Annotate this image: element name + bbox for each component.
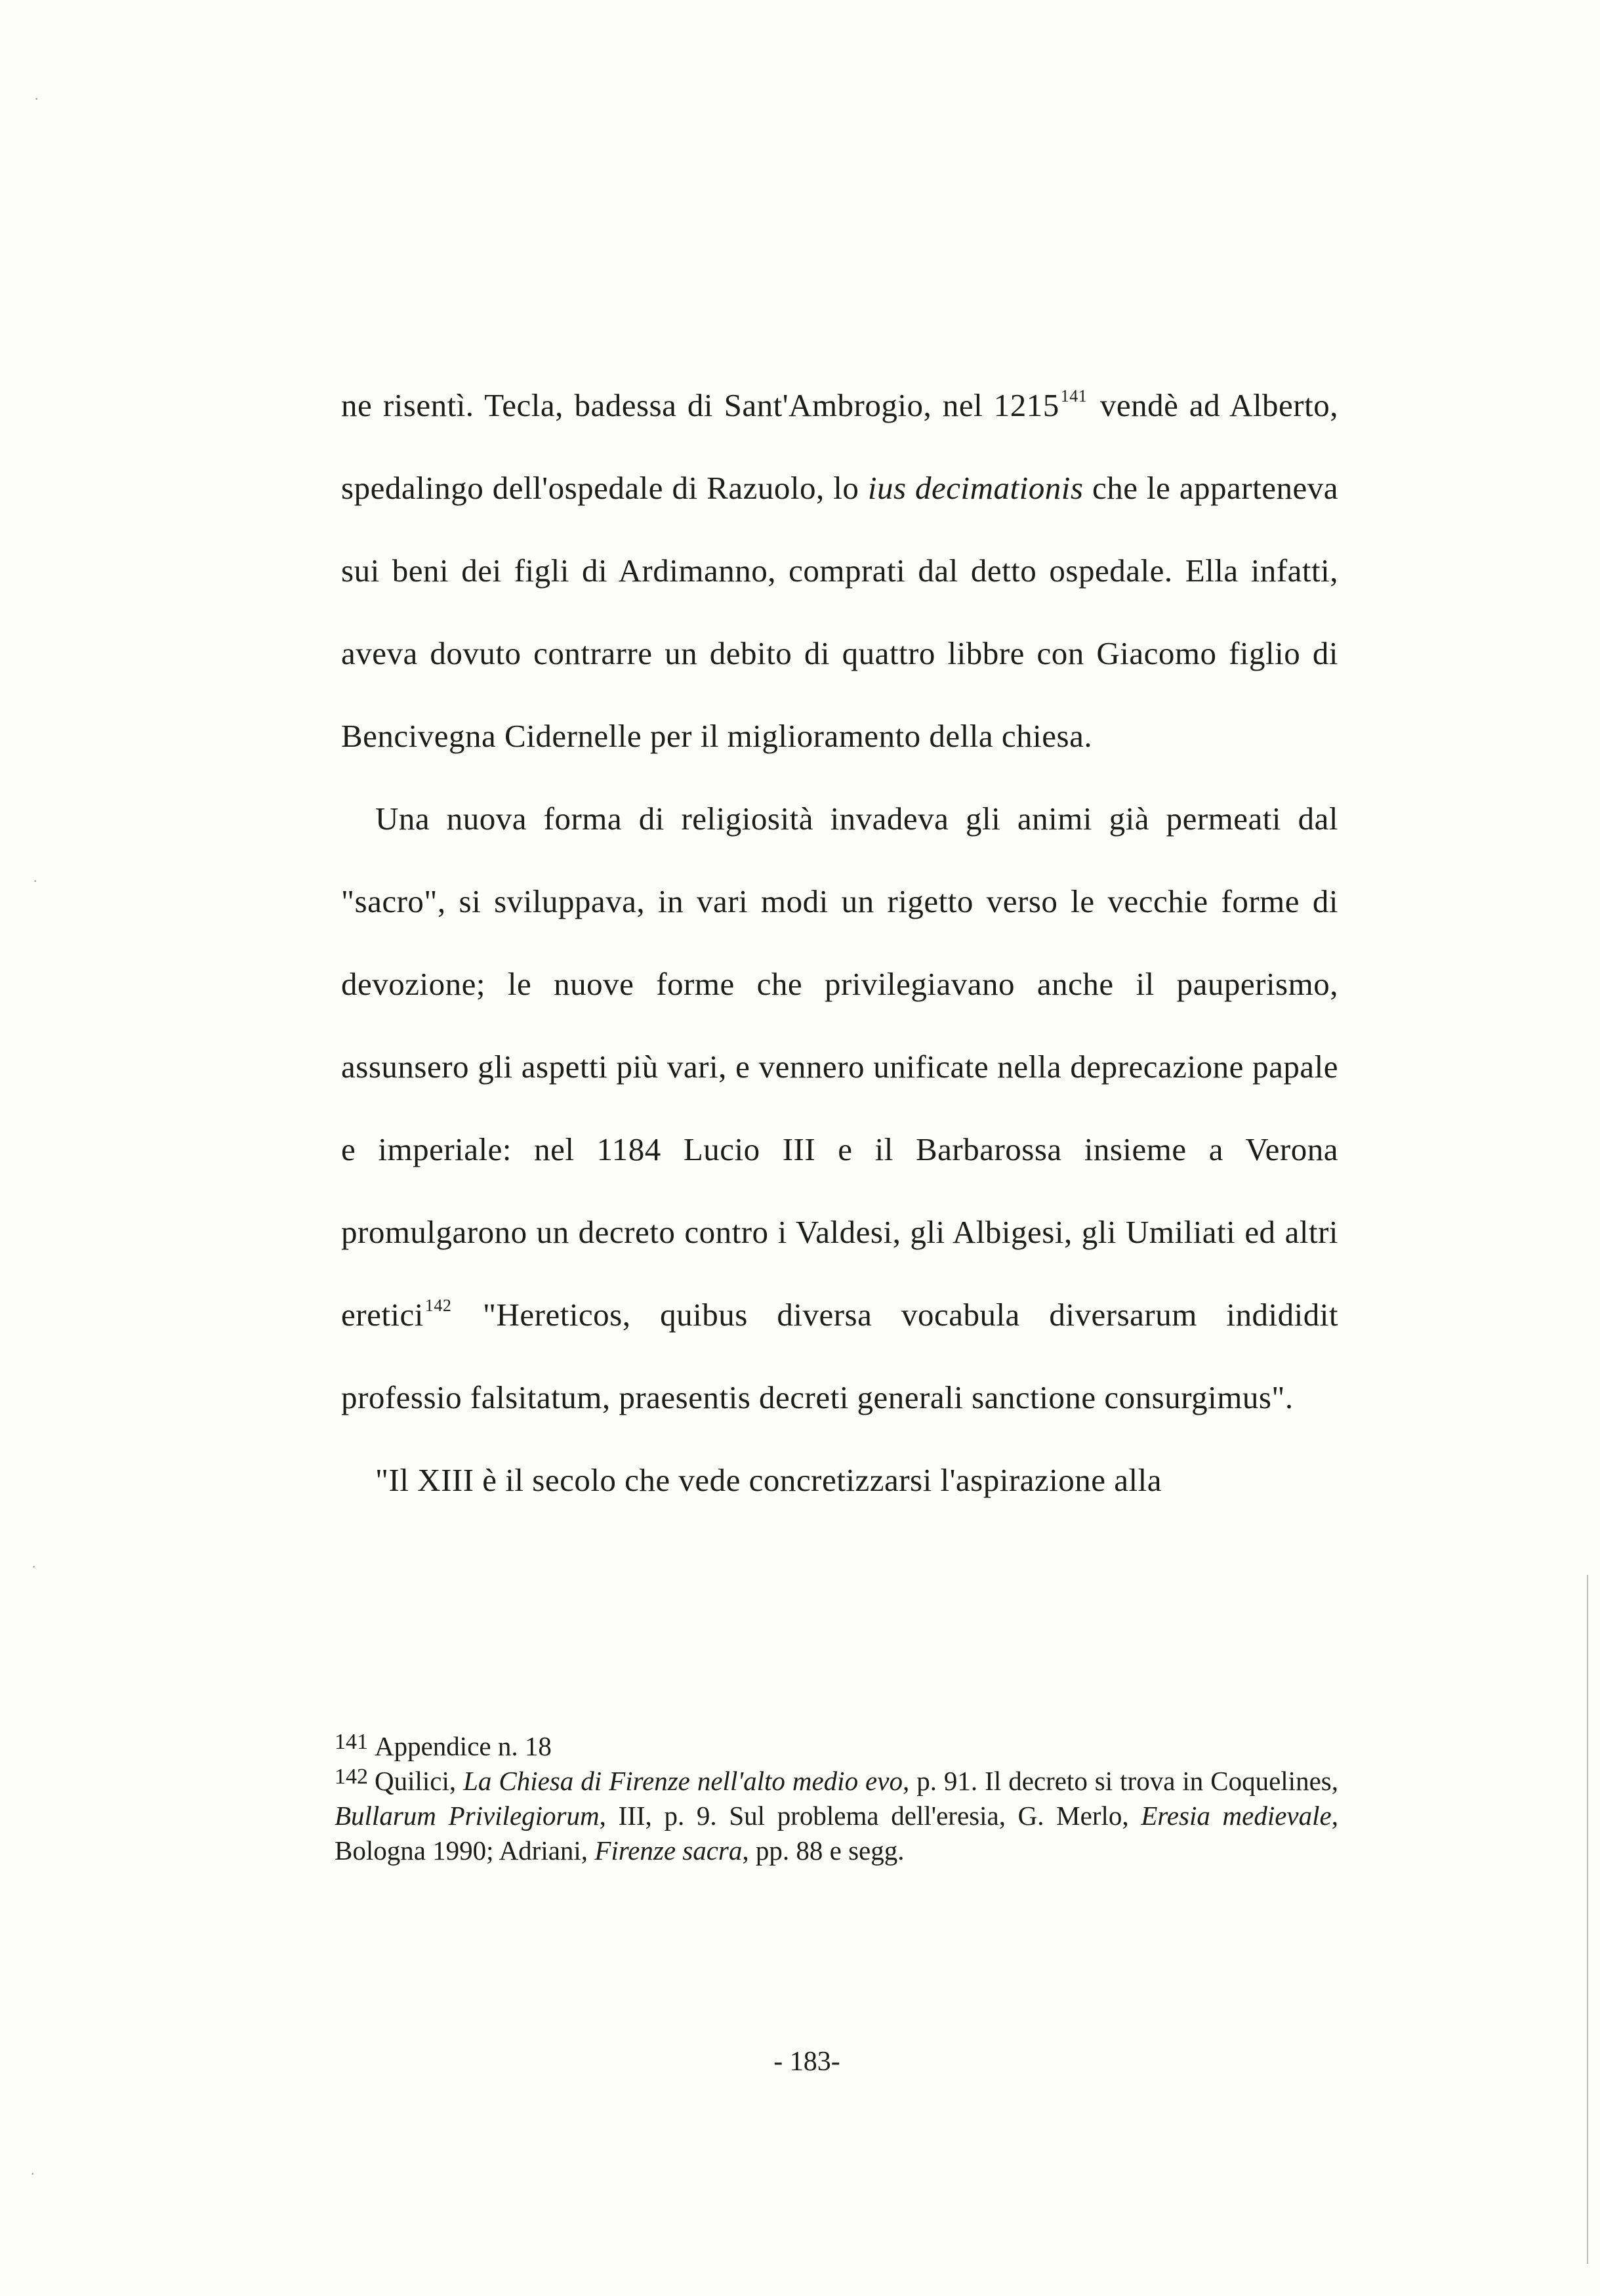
footnote-142-text-e: , pp. 88 e segg. — [742, 1835, 905, 1866]
paragraph-1-italic: ius decimationis — [867, 470, 1084, 506]
footnote-ref-142: 142 — [424, 1296, 452, 1315]
paragraph-1-text-a: ne risentì. Tecla, badessa di Sant'Ambrogio, nel 1215 — [341, 387, 1059, 423]
paragraph-2-text-a: Una nuova forma di religiosità invadeva gli animi già permeati dal "sacro", si sviluppava, in vari modi un rigetto verso le vecchie forme di devozione; le nuove forme che privilegiavano anche il pauperismo, assunsero gli aspetti più vari, e vennero unificate nella deprecazione papale e imperiale: nel 1184 Lucio III e il Barbarossa insieme a Verona promulgarono un decreto contro i Valdesi, gli Albigesi, gli Umiliati ed altri eretici — [341, 801, 1338, 1333]
footnote-142-text-d: , Bologna 1990; Adriani, — [335, 1801, 1338, 1866]
scan-speck: · — [34, 91, 39, 107]
footnote-142-text-c: , III, p. 9. Sul problema dell'eresia, G. Merlo, — [599, 1801, 1141, 1831]
footnote-141-number: 141 — [335, 1730, 368, 1754]
paragraph-1-text-c: che le apparteneva sui beni dei figli di Ardimanno, comprati dal detto ospedale. Ella infatti, aveva dovuto contrarre un debito di quattro libbre con Giacomo figlio di Bencivegna Cidernelle per il miglioramento della chiesa. — [341, 470, 1338, 754]
footnotes — [335, 1729, 1338, 1868]
scan-edge-line — [1587, 1575, 1588, 2264]
footnote-ref-141: 141 — [1060, 386, 1088, 406]
footnote-142-title-2: Bullarum Privilegiorum — [335, 1801, 600, 1831]
page-number: - 183- — [773, 2047, 840, 2077]
paragraph-1 — [341, 364, 1338, 778]
footnote-142-number: 142 — [335, 1764, 368, 1789]
paragraph-1-text-b: vendè ad Alberto, spedalingo dell'ospedale di Razuolo, lo — [341, 387, 1338, 506]
footnote-142-text-a: Quilici, — [375, 1766, 464, 1796]
footnote-142-title-4: Firenze sacra — [594, 1835, 743, 1866]
footnote-142-title-1: La Chiesa di Firenze nell'alto medio evo — [463, 1766, 903, 1796]
footnote-141-text: Appendice n. 18 — [375, 1731, 552, 1761]
scan-speck: · — [30, 2165, 35, 2182]
scan-speck: · — [31, 1558, 37, 1575]
footnote-142 — [335, 1764, 1338, 1868]
paragraph-2 — [341, 778, 1338, 1439]
footnote-142-title-3: Eresia medievale — [1141, 1801, 1332, 1831]
body-text — [341, 364, 1338, 1522]
scan-speck: · — [33, 873, 38, 889]
footnote-142-text-b: , p. 91. Il decreto si trova in Coquelines, — [902, 1766, 1338, 1796]
footnote-141 — [335, 1729, 1338, 1764]
paragraph-2-text-b: "Hereticos, quibus diversa vocabula diversarum indididit professio falsitatum, praesentis decreti generali sanctione consurgimus". — [341, 1297, 1338, 1415]
paragraph-3: "Il XIII è il secolo che vede concretizzarsi l'aspirazione alla — [375, 1462, 1162, 1498]
